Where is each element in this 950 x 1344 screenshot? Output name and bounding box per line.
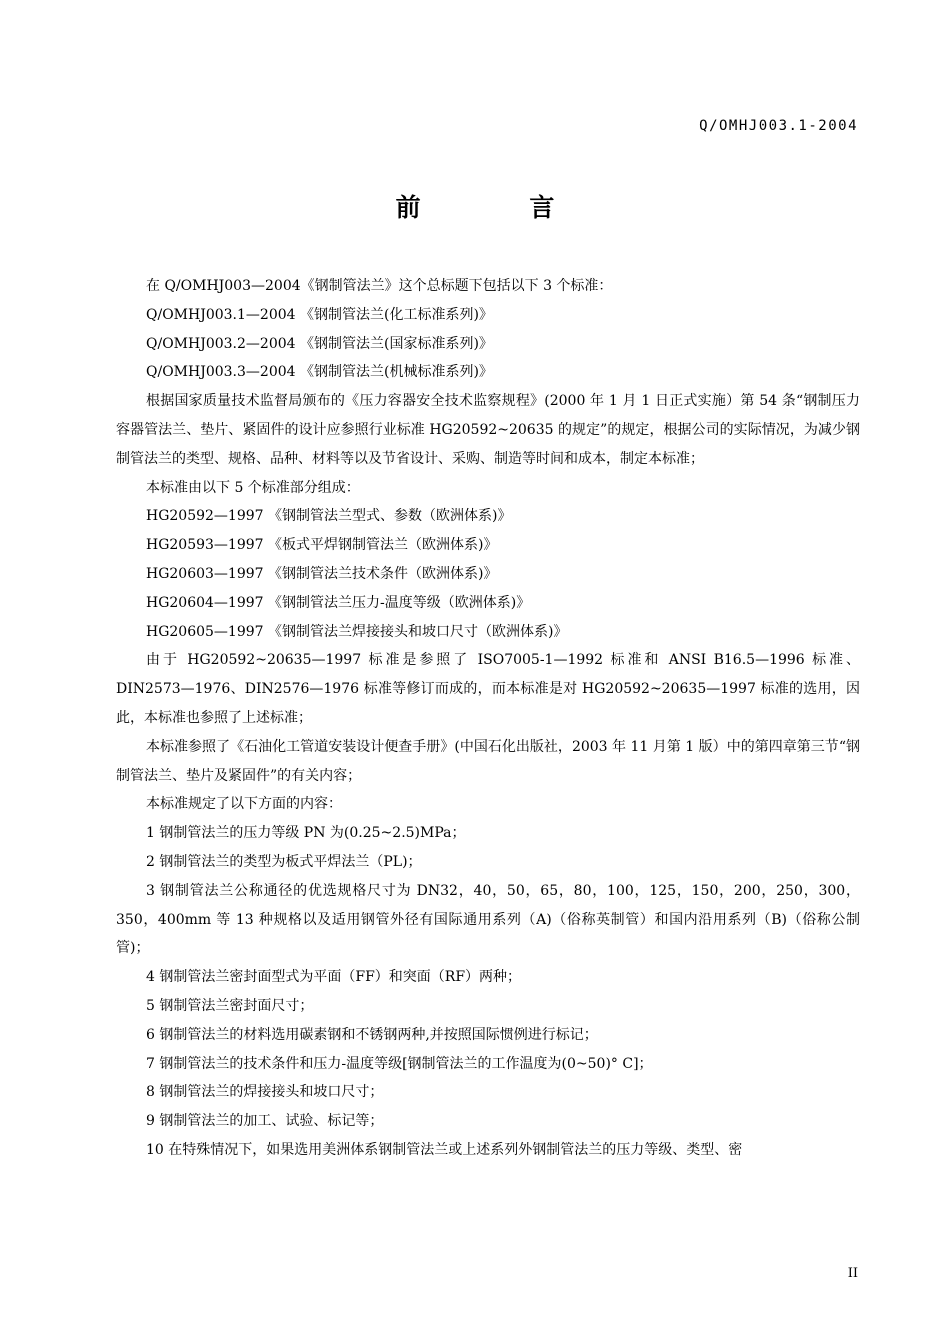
- paragraph: 9 钢制管法兰的加工、试验、标记等；: [146, 1113, 384, 1130]
- paragraph: 8 钢制管法兰的焊接接头和坡口尺寸；: [146, 1084, 384, 1101]
- paragraph: HG20603—1997 《钢制管法兰技术条件（欧洲体系)》: [146, 565, 498, 582]
- paragraph: 本标准参照了《石油化工管道安装设计便查手册》(中国石化出版社，2003 年 11 月第 1 版）中的第四章第三节“钢制管法兰、垫片及紧固件”的有关内容；: [116, 738, 860, 784]
- standard-code: Q/OMHJ003.1-2004: [699, 118, 858, 134]
- paragraph: HG20593—1997 《板式平焊钢制管法兰（欧洲体系)》: [146, 537, 498, 554]
- paragraph: 6 钢制管法兰的材料选用碳素钢和不锈钢两种,并按照国际惯例进行标记；: [146, 1026, 598, 1043]
- paragraph: 5 钢制管法兰密封面尺寸；: [146, 997, 314, 1014]
- paragraph: HG20605—1997 《钢制管法兰焊接接头和坡口尺寸（欧洲体系)》: [146, 623, 568, 640]
- paragraph: 2 钢制管法兰的类型为板式平焊法兰（PL)；: [146, 853, 422, 870]
- document-body: [116, 272, 860, 1165]
- paragraph: HG20604—1997 《钢制管法兰压力-温度等级（欧洲体系)》: [146, 594, 531, 611]
- paragraph: Q/OMHJ003.2—2004 《钢制管法兰(国家标准系列)》: [146, 335, 493, 352]
- paragraph: 由于 HG20592~20635—1997 标准是参照了 ISO7005-1—1992 标准和 ANSI B16.5—1996 标准、DIN2573—1976、DIN2576—1976 标准等修订而成的，而本标准是对 HG20592~20635—1997 标准的选用，因此，本标准也参照了上述标准；: [116, 652, 860, 726]
- paragraph: 10 在特殊情况下，如果选用美洲体系钢制管法兰或上述系列外钢制管法兰的压力等级、类型、密: [146, 1141, 743, 1158]
- paragraph: HG20592—1997 《钢制管法兰型式、参数（欧洲体系)》: [146, 508, 512, 525]
- paragraph: 4 钢制管法兰密封面型式为平面（FF）和突面（RF）两种；: [146, 969, 522, 986]
- paragraph: 7 钢制管法兰的技术条件和压力-温度等级[钢制管法兰的工作温度为(0~50)° C]；: [146, 1055, 653, 1072]
- page-title: 前 言: [395, 193, 605, 222]
- paragraph: Q/OMHJ003.1—2004 《钢制管法兰(化工标准系列)》: [146, 306, 493, 323]
- page-number: II: [847, 1266, 858, 1281]
- paragraph: 在 Q/OMHJ003—2004《钢制管法兰》这个总标题下包括以下 3 个标准：: [146, 278, 613, 294]
- paragraph: Q/OMHJ003.3—2004 《钢制管法兰(机械标准系列)》: [146, 364, 493, 381]
- paragraph: 根据国家质量技术监督局颁布的《压力容器安全技术监察规程》(2000 年 1 月 1 日正式实施）第 54 条“钢制压力容器管法兰、垫片、紧固件的设计应参照行业标准 HG20592~20635 的规定”的规定，根据公司的实际情况，为减少钢制管法兰的类型、规格、品种、材料等以及节省设计、采购、制造等时间和成本，制定本标准；: [116, 393, 860, 467]
- paragraph: 本标准由以下 5 个标准部分组成：: [146, 479, 360, 496]
- paragraph: 3 钢制管法兰公称通径的优选规格尺寸为 DN32，40，50，65，80，100，125，150，200，250，300，350，400mm 等 13 种规格以及适用钢管外径有国际通用系列（A)（俗称英制管）和国内沿用系列（B)（俗称公制管)；: [116, 882, 860, 957]
- paragraph: 1 钢制管法兰的压力等级 PN 为(0.25~2.5)MPa；: [146, 825, 466, 842]
- paragraph: 本标准规定了以下方面的内容：: [146, 796, 342, 813]
